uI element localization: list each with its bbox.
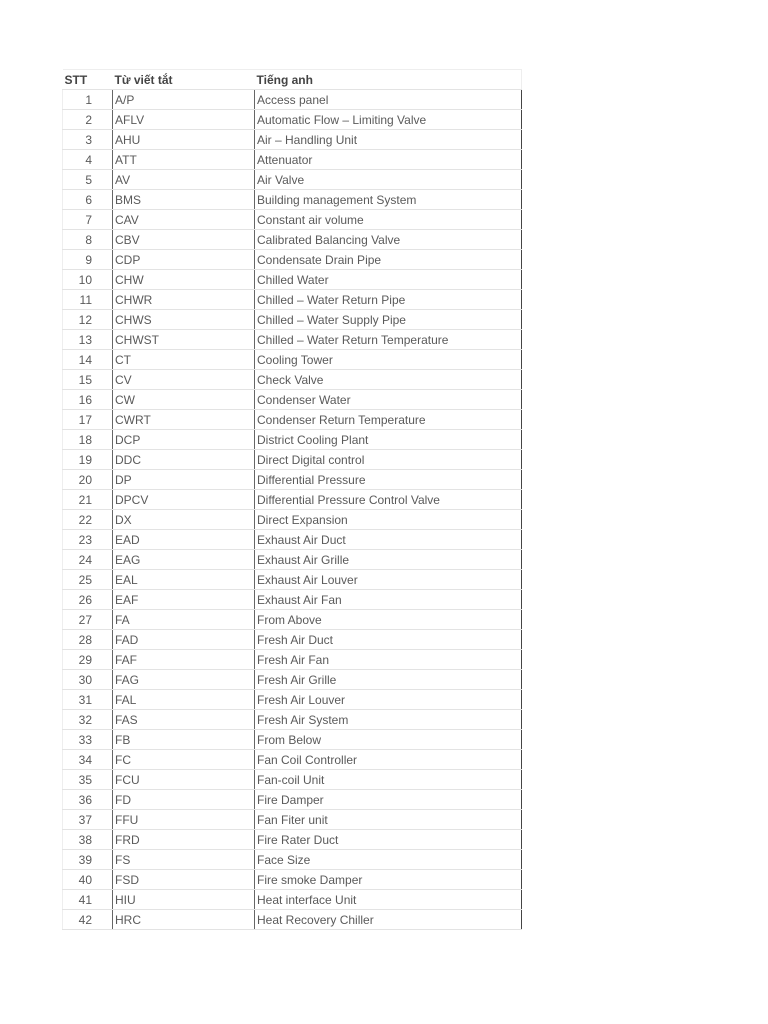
english-term-cell: Exhaust Air Fan: [255, 590, 522, 610]
table-row: [63, 630, 522, 650]
abbreviation-cell: CAV: [113, 210, 255, 230]
table-row: [63, 490, 522, 510]
abbreviation-cell: EAD: [113, 530, 255, 550]
english-term-cell: Chilled – Water Return Temperature: [255, 330, 522, 350]
table-row: [63, 570, 522, 590]
english-term-cell: Calibrated Balancing Valve: [255, 230, 522, 250]
english-term-cell: Direct Digital control: [255, 450, 522, 470]
english-term-cell: Fan Coil Controller: [255, 750, 522, 770]
row-number: 23: [63, 530, 113, 550]
table-body: [63, 90, 522, 930]
english-term-cell: Building management System: [255, 190, 522, 210]
english-term-cell: Heat interface Unit: [255, 890, 522, 910]
abbreviation-cell: FC: [113, 750, 255, 770]
table-row: [63, 290, 522, 310]
english-term-cell: Exhaust Air Louver: [255, 570, 522, 590]
abbreviation-cell: FAL: [113, 690, 255, 710]
row-number: 24: [63, 550, 113, 570]
abbreviation-cell: HRC: [113, 910, 255, 930]
row-number: 39: [63, 850, 113, 870]
table-row: [63, 850, 522, 870]
english-term-cell: Fan-coil Unit: [255, 770, 522, 790]
row-number: 34: [63, 750, 113, 770]
abbreviation-cell: EAG: [113, 550, 255, 570]
table-row: [63, 130, 522, 150]
row-number: 3: [63, 130, 113, 150]
abbreviation-cell: DX: [113, 510, 255, 530]
english-term-cell: Fresh Air System: [255, 710, 522, 730]
abbreviation-cell: CBV: [113, 230, 255, 250]
abbreviation-cell: AFLV: [113, 110, 255, 130]
english-term-cell: Exhaust Air Duct: [255, 530, 522, 550]
row-number: 12: [63, 310, 113, 330]
table-row: [63, 910, 522, 930]
english-term-cell: Chilled – Water Return Pipe: [255, 290, 522, 310]
abbreviation-cell: CWRT: [113, 410, 255, 430]
table-row: [63, 450, 522, 470]
abbreviation-cell: FFU: [113, 810, 255, 830]
row-number: 18: [63, 430, 113, 450]
row-number: 33: [63, 730, 113, 750]
header-english: Tiếng anh: [255, 70, 522, 90]
abbreviation-cell: BMS: [113, 190, 255, 210]
row-number: 15: [63, 370, 113, 390]
abbreviation-cell: ATT: [113, 150, 255, 170]
abbreviation-cell: CHWR: [113, 290, 255, 310]
header-row: [63, 70, 522, 90]
row-number: 35: [63, 770, 113, 790]
row-number: 9: [63, 250, 113, 270]
table-row: [63, 150, 522, 170]
table-row: [63, 230, 522, 250]
english-term-cell: Access panel: [255, 90, 522, 110]
table-row: [63, 550, 522, 570]
row-number: 19: [63, 450, 113, 470]
table-row: [63, 770, 522, 790]
table-row: [63, 510, 522, 530]
table-row: [63, 710, 522, 730]
row-number: 17: [63, 410, 113, 430]
row-number: 27: [63, 610, 113, 630]
row-number: 11: [63, 290, 113, 310]
abbreviation-cell: DPCV: [113, 490, 255, 510]
abbreviation-cell: CHW: [113, 270, 255, 290]
abbreviation-cell: FAF: [113, 650, 255, 670]
row-number: 30: [63, 670, 113, 690]
english-term-cell: Check Valve: [255, 370, 522, 390]
row-number: 6: [63, 190, 113, 210]
abbreviation-cell: FB: [113, 730, 255, 750]
abbreviation-cell: HIU: [113, 890, 255, 910]
table-row: [63, 750, 522, 770]
row-number: 31: [63, 690, 113, 710]
english-term-cell: Face Size: [255, 850, 522, 870]
english-term-cell: Fire Damper: [255, 790, 522, 810]
row-number: 22: [63, 510, 113, 530]
row-number: 1: [63, 90, 113, 110]
table-row: [63, 530, 522, 550]
abbreviation-cell: A/P: [113, 90, 255, 110]
row-number: 28: [63, 630, 113, 650]
abbreviation-cell: CW: [113, 390, 255, 410]
table-row: [63, 830, 522, 850]
english-term-cell: Constant air volume: [255, 210, 522, 230]
row-number: 5: [63, 170, 113, 190]
table-row: [63, 870, 522, 890]
english-term-cell: From Above: [255, 610, 522, 630]
english-term-cell: Heat Recovery Chiller: [255, 910, 522, 930]
abbreviation-cell: AHU: [113, 130, 255, 150]
table-row: [63, 330, 522, 350]
abbreviation-cell: FAD: [113, 630, 255, 650]
row-number: 21: [63, 490, 113, 510]
english-term-cell: Air – Handling Unit: [255, 130, 522, 150]
table-row: [63, 350, 522, 370]
table-row: [63, 270, 522, 290]
table-row: [63, 170, 522, 190]
row-number: 13: [63, 330, 113, 350]
english-term-cell: Fresh Air Duct: [255, 630, 522, 650]
table-row: [63, 670, 522, 690]
table-row: [63, 390, 522, 410]
row-number: 16: [63, 390, 113, 410]
row-number: 37: [63, 810, 113, 830]
row-number: 10: [63, 270, 113, 290]
english-term-cell: Condenser Water: [255, 390, 522, 410]
table-row: [63, 810, 522, 830]
table-row: [63, 590, 522, 610]
row-number: 40: [63, 870, 113, 890]
table-row: [63, 370, 522, 390]
abbreviation-cell: AV: [113, 170, 255, 190]
abbreviation-cell: FD: [113, 790, 255, 810]
row-number: 29: [63, 650, 113, 670]
table-row: [63, 730, 522, 750]
table-row: [63, 470, 522, 490]
abbreviation-table: [62, 69, 522, 930]
table-row: [63, 610, 522, 630]
abbreviation-cell: DP: [113, 470, 255, 490]
row-number: 7: [63, 210, 113, 230]
row-number: 20: [63, 470, 113, 490]
table-row: [63, 90, 522, 110]
english-term-cell: Air Valve: [255, 170, 522, 190]
english-term-cell: Chilled Water: [255, 270, 522, 290]
row-number: 38: [63, 830, 113, 850]
row-number: 8: [63, 230, 113, 250]
table-row: [63, 690, 522, 710]
english-term-cell: Fresh Air Fan: [255, 650, 522, 670]
table-row: [63, 650, 522, 670]
table-row: [63, 310, 522, 330]
abbreviation-cell: EAL: [113, 570, 255, 590]
abbreviation-cell: CT: [113, 350, 255, 370]
english-term-cell: District Cooling Plant: [255, 430, 522, 450]
header-abbreviation: Từ viết tắt: [113, 70, 255, 90]
abbreviation-sheet: [62, 69, 521, 930]
row-number: 25: [63, 570, 113, 590]
row-number: 2: [63, 110, 113, 130]
table-row: [63, 210, 522, 230]
abbreviation-cell: FCU: [113, 770, 255, 790]
abbreviation-cell: FRD: [113, 830, 255, 850]
row-number: 41: [63, 890, 113, 910]
abbreviation-cell: FAG: [113, 670, 255, 690]
abbreviation-cell: FS: [113, 850, 255, 870]
english-term-cell: Fire smoke Damper: [255, 870, 522, 890]
english-term-cell: Exhaust Air Grille: [255, 550, 522, 570]
english-term-cell: Fire Rater Duct: [255, 830, 522, 850]
english-term-cell: Fresh Air Louver: [255, 690, 522, 710]
row-number: 14: [63, 350, 113, 370]
abbreviation-cell: EAF: [113, 590, 255, 610]
table-row: [63, 250, 522, 270]
english-term-cell: Differential Pressure Control Valve: [255, 490, 522, 510]
table-row: [63, 890, 522, 910]
english-term-cell: Cooling Tower: [255, 350, 522, 370]
row-number: 36: [63, 790, 113, 810]
abbreviation-cell: CV: [113, 370, 255, 390]
row-number: 32: [63, 710, 113, 730]
row-number: 26: [63, 590, 113, 610]
table-row: [63, 790, 522, 810]
english-term-cell: Differential Pressure: [255, 470, 522, 490]
english-term-cell: Direct Expansion: [255, 510, 522, 530]
english-term-cell: Chilled – Water Supply Pipe: [255, 310, 522, 330]
table-row: [63, 430, 522, 450]
abbreviation-cell: FAS: [113, 710, 255, 730]
abbreviation-cell: FSD: [113, 870, 255, 890]
abbreviation-cell: DCP: [113, 430, 255, 450]
row-number: 42: [63, 910, 113, 930]
header-stt: STT: [63, 70, 113, 90]
english-term-cell: Condensate Drain Pipe: [255, 250, 522, 270]
row-number: 4: [63, 150, 113, 170]
table-row: [63, 410, 522, 430]
abbreviation-cell: CHWS: [113, 310, 255, 330]
table-row: [63, 110, 522, 130]
abbreviation-cell: CDP: [113, 250, 255, 270]
english-term-cell: Attenuator: [255, 150, 522, 170]
abbreviation-cell: FA: [113, 610, 255, 630]
english-term-cell: From Below: [255, 730, 522, 750]
abbreviation-cell: DDC: [113, 450, 255, 470]
table-row: [63, 190, 522, 210]
english-term-cell: Automatic Flow – Limiting Valve: [255, 110, 522, 130]
english-term-cell: Fan Fiter unit: [255, 810, 522, 830]
english-term-cell: Fresh Air Grille: [255, 670, 522, 690]
english-term-cell: Condenser Return Temperature: [255, 410, 522, 430]
abbreviation-cell: CHWST: [113, 330, 255, 350]
